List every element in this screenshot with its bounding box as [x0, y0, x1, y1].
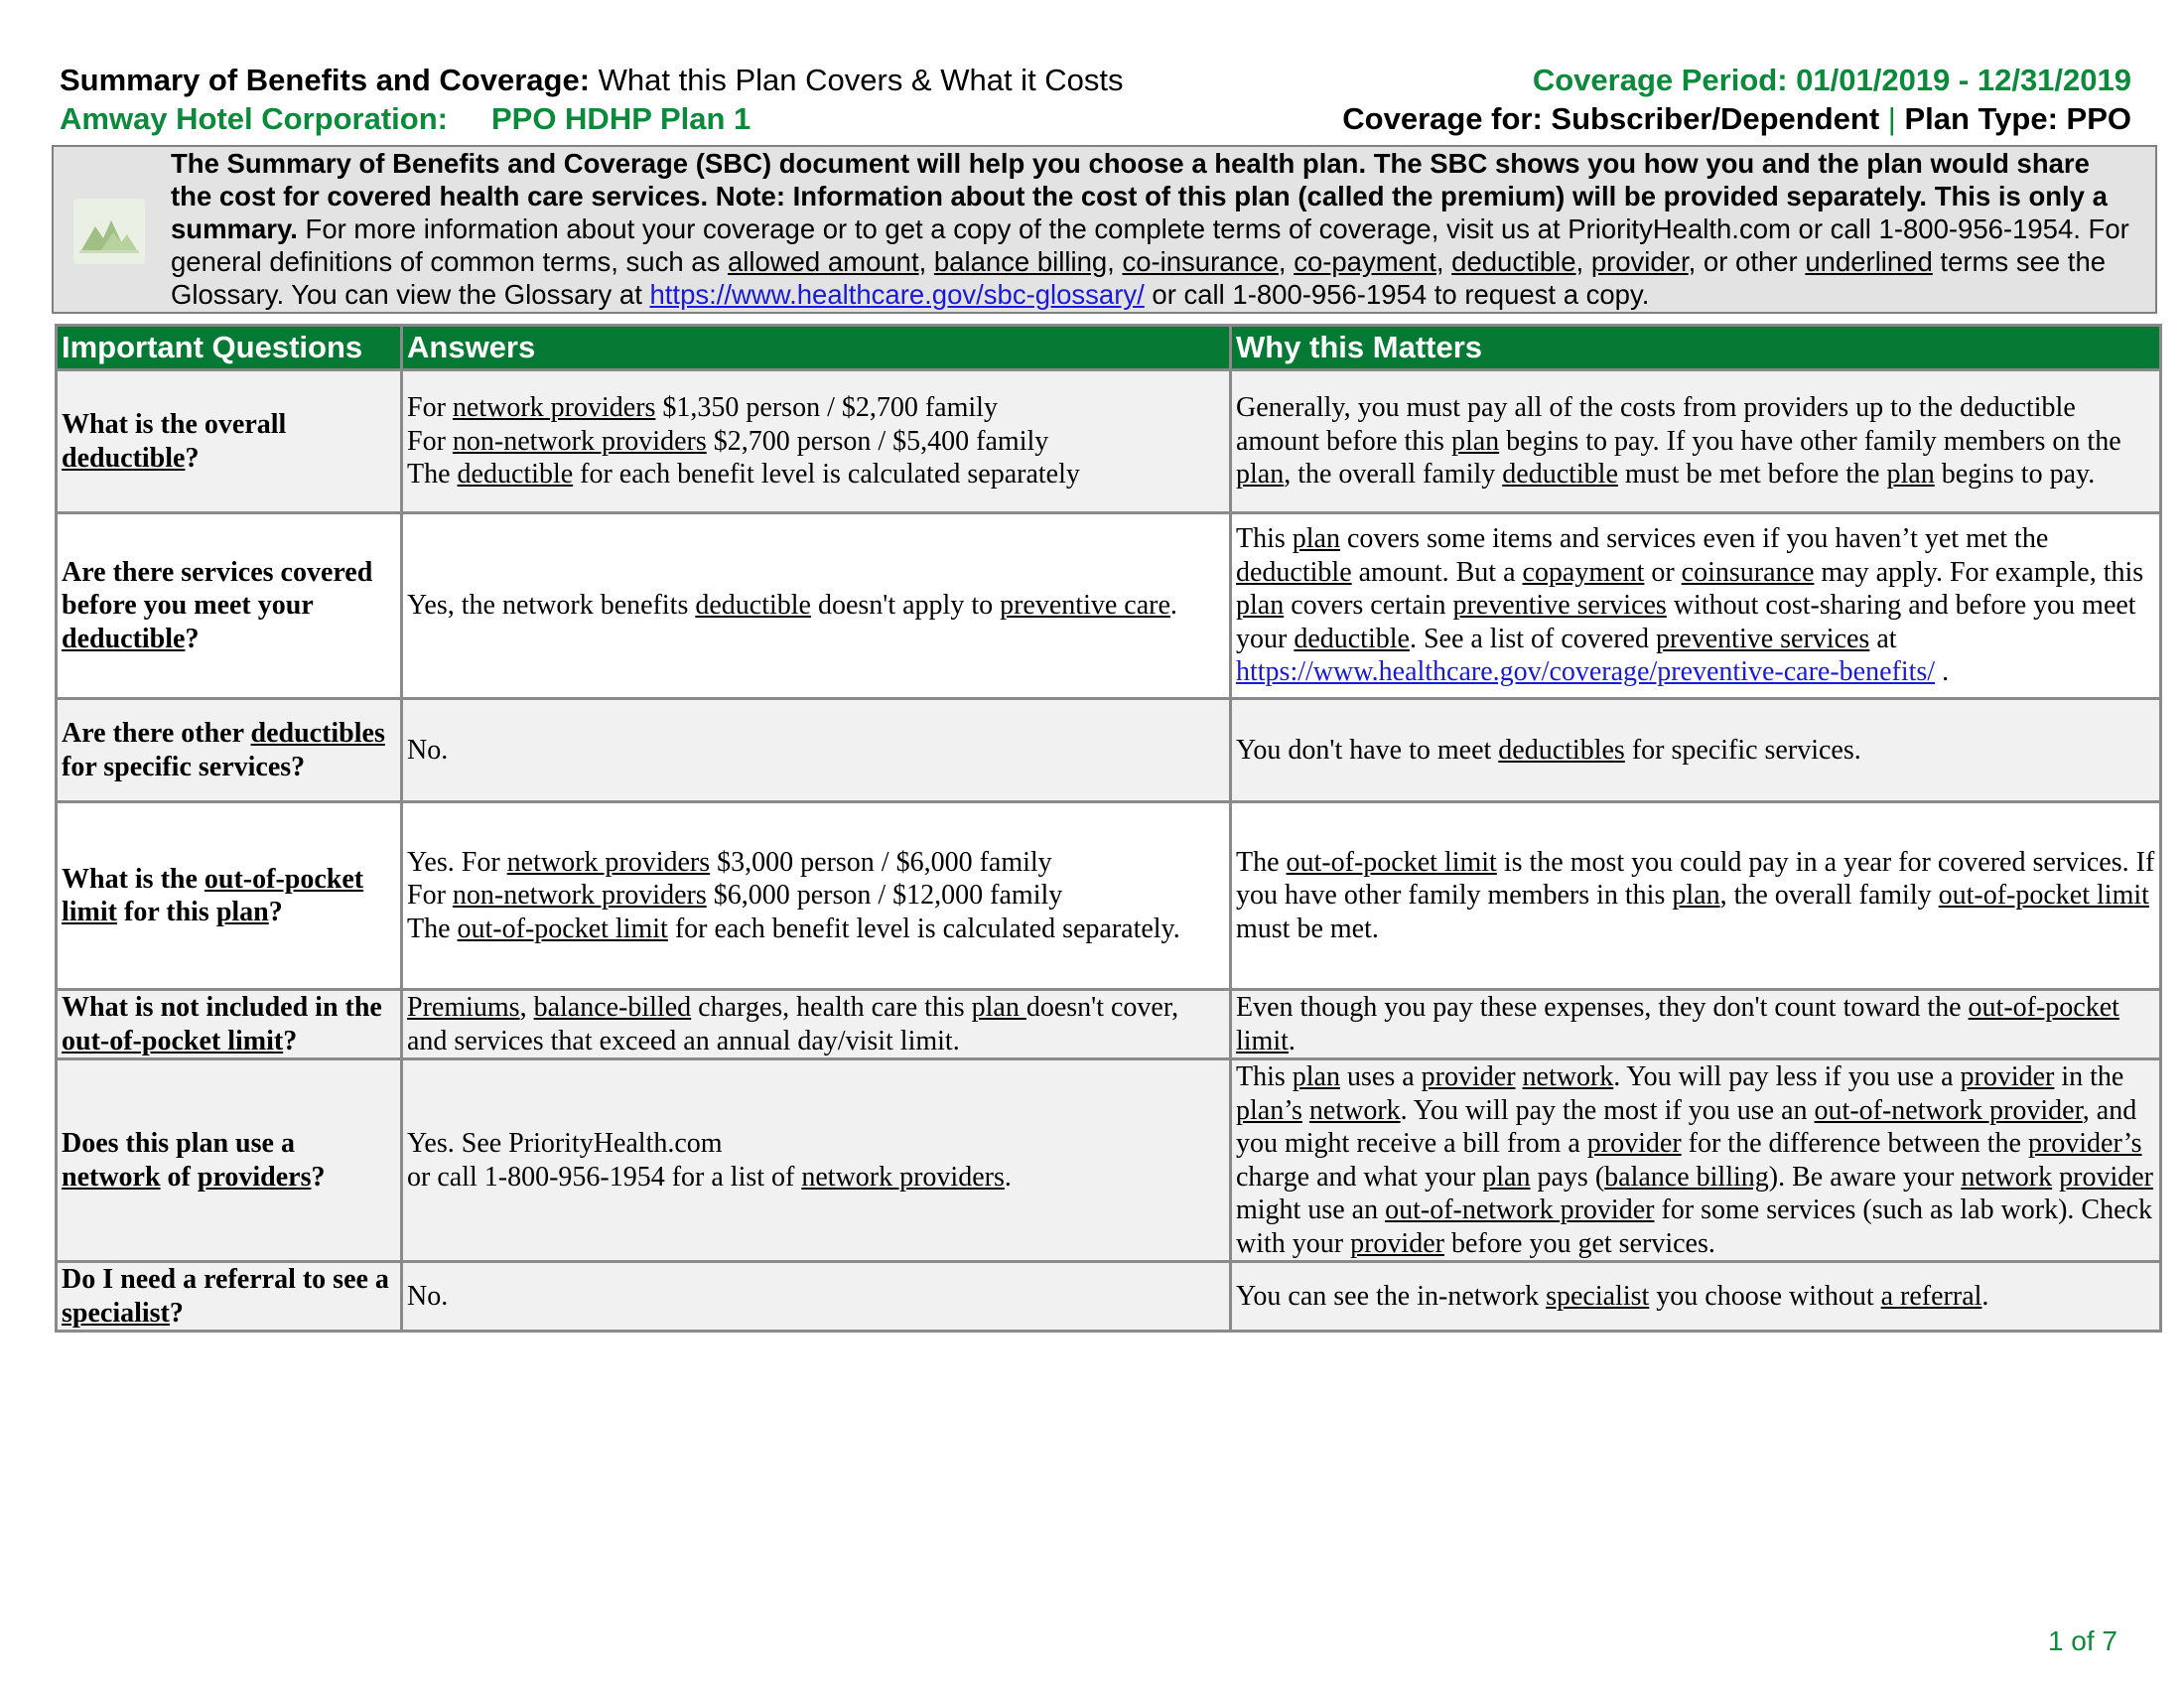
header-important-questions: Important Questions [57, 326, 402, 370]
coverage-for: Coverage for: Subscriber/Dependent | Plan Type: PPO [1342, 101, 2131, 136]
why-cell: This plan uses a provider network. You will pay less if you use a provider in the plan’s network. You will pay the most if you use an out-of-network provider, and you might receive a bill from a provider for the difference between the provider’s charge and what your plan pays (balance billing). Be aware your network provider might use an out-of-network provider for some services (such as lab work). Check with your provider before you get services. [1231, 1059, 2161, 1262]
coverage-period: Coverage Period: 01/01/2019 - 12/31/2019 [1532, 63, 2131, 97]
question-cell: Does this plan use a network of providers? [57, 1059, 402, 1262]
benefits-table [55, 324, 2162, 1333]
table-row [57, 370, 2161, 513]
answer-cell: Yes. See PriorityHealth.com or call 1-800-956-1954 for a list of network providers. [402, 1059, 1231, 1262]
sbc-notice-box [52, 145, 2157, 314]
table-header-row [57, 326, 2161, 370]
why-cell: The out-of-pocket limit is the most you could pay in a year for covered services. If you have other family members in this plan, the overall family out-of-pocket limit must be met. [1231, 802, 2161, 990]
question-cell: Are there services covered before you meet your deductible? [57, 513, 402, 699]
question-cell: Do I need a referral to see a specialist? [57, 1262, 402, 1332]
preventive-care-link[interactable]: https://www.healthcare.gov/coverage/preventive-care-benefits/ [1236, 656, 1936, 688]
question-cell: What is the out-of-pocket limit for this plan? [57, 802, 402, 990]
question-cell: Are there other deductibles for specific services? [57, 699, 402, 802]
plan-identifier: Amway Hotel Corporation: PPO HDHP Plan 1 [60, 101, 751, 136]
answer-cell: Yes, the network benefits deductible doesn't apply to preventive care. [402, 513, 1231, 699]
table-row [57, 1059, 2161, 1262]
answer-cell: No. [402, 699, 1231, 802]
answer-cell: For network providers $1,350 person / $2,700 family For non-network providers $2,700 person / $5,400 family The deductible for each benefit level is calculated separately [402, 370, 1231, 513]
table-row [57, 990, 2161, 1059]
table-row [57, 513, 2161, 699]
table-row [57, 802, 2161, 990]
notice-text: The Summary of Benefits and Coverage (SBC) document will help you choose a health plan. The SBC shows you how you and the plan would share the cost for covered health care services. Note: Information about the cost of this plan (called the premium) will be provided separately. This is only a summary. For more information about your coverage or to get a copy of the complete terms of coverage, visit us at PriorityHealth.com or call 1-800-956-1954. For general definitions of common terms, such as allowed amount, balance billing, co-insurance, co-payment, deductible, provider, or other underlined terms see the Glossary. You can view the Glossary at https://www.healthcare.gov/sbc-glossary/ or call 1-800-956-1954 to request a copy. [171, 148, 2129, 310]
question-cell: What is not included in the out-of-pocket limit? [57, 990, 402, 1059]
answer-cell: No. [402, 1262, 1231, 1332]
question-cell: What is the overall deductible? [57, 370, 402, 513]
table-row [57, 699, 2161, 802]
why-cell: Generally, you must pay all of the costs from providers up to the deductible amount before this plan begins to pay. If you have other family members on the plan, the overall family deductible must be met before the plan begins to pay. [1231, 370, 2161, 513]
why-cell: You can see the in-network specialist you choose without a referral. [1231, 1262, 2161, 1332]
answer-cell: Yes. For network providers $3,000 person / $6,000 family For non-network providers $6,000 person / $12,000 family The out-of-pocket limit for each benefit level is calculated separately. [402, 802, 1231, 990]
header-why-this-matters: Why this Matters [1231, 326, 2161, 370]
glossary-link[interactable]: https://www.healthcare.gov/sbc-glossary/ [649, 279, 1145, 310]
header-answers: Answers [402, 326, 1231, 370]
answer-cell: Premiums, balance-billed charges, health care this plan doesn't cover, and services that exceed an annual day/visit limit. [402, 990, 1231, 1059]
why-cell: You don't have to meet deductibles for specific services. [1231, 699, 2161, 802]
document-title: Summary of Benefits and Coverage: What this Plan Covers & What it Costs [60, 63, 1124, 97]
table-row [57, 1262, 2161, 1332]
priority-health-logo-icon [73, 199, 145, 264]
why-cell: This plan covers some items and services even if you haven’t yet met the deductible amount. But a copayment or coinsurance may apply. For example, this plan covers certain preventive services without cost-sharing and before you meet your deductible. See a list of covered preventive services at https://www.healthcare.gov/coverage/preventive-care-benefits/ . [1231, 513, 2161, 699]
page-number: 1 of 7 [2047, 1625, 2117, 1656]
why-cell: Even though you pay these expenses, they don't count toward the out-of-pocket limit. [1231, 990, 2161, 1059]
